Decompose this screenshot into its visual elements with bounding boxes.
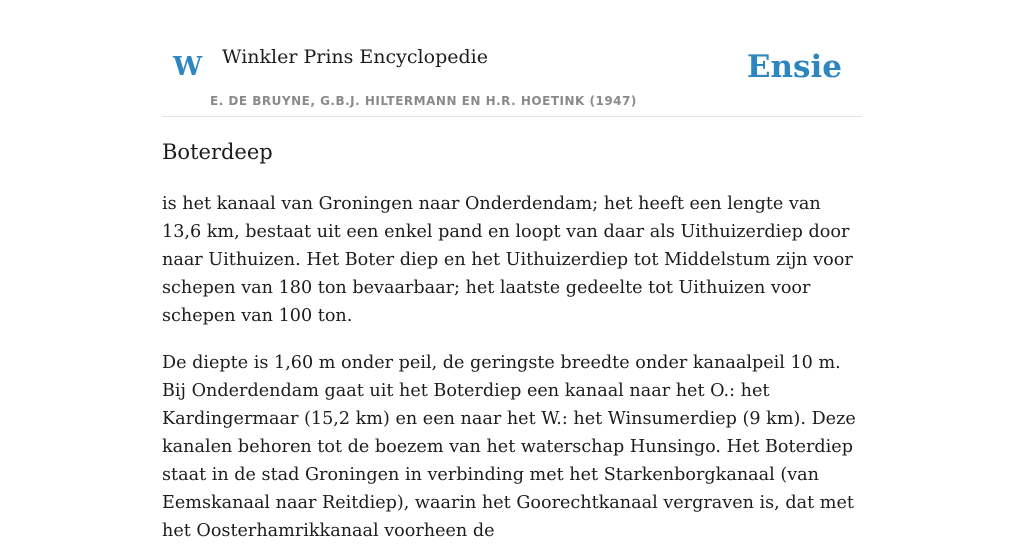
- article-title: Boterdeep: [162, 140, 273, 164]
- source-authors: E. DE BRUYNE, G.B.J. HILTERMANN EN H.R. HOETINK (1947): [210, 94, 637, 108]
- article-content: [162, 138, 864, 545]
- source-header: [162, 0, 862, 117]
- article-paragraph: is het kanaal van Groningen naar Onderdendam; het heeft een lengte van 13,6 km, bestaat uit een enkel pand en loopt van daar als Uithuizerdiep door naar Uithuizen. Het Boter diep en het Uithuizerdiep tot Middelstum zijn voor schepen van 180 ton bevaarbaar; het laatste gedeelte tot Uithuizen voor schepen van 100 ton.: [162, 194, 853, 327]
- source-logo-icon: W: [173, 52, 203, 82]
- brand-logo[interactable]: Ensie: [746, 49, 842, 85]
- article-paragraph: De diepte is 1,60 m onder peil, de geringste breedte onder kanaalpeil 10 m. Bij Onderdendam gaat uit het Boterdiep een kanaal naar het O.: het Kardingermaar (15,2 km) en een naar het W.: het Winsumerdiep (9 km). Deze kanalen behoren tot de boezem van het waterschap Hunsingo. Het Boterdiep staat in de stad Groningen in verbinding met het Starkenborgkanaal (van Eemskanaal naar Reitdiep), waarin het Goorechtkanaal vergraven is, dat met het Oosterhamrikkanaal voorheen de: [162, 353, 856, 542]
- source-title[interactable]: Winkler Prins Encyclopedie: [222, 46, 488, 68]
